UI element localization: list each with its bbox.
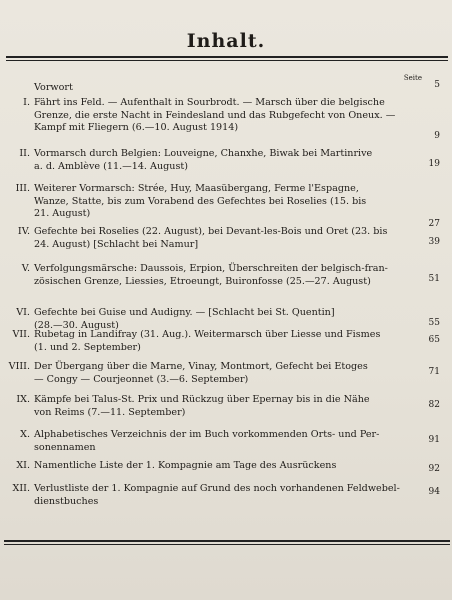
- toc-entry-page: 94: [428, 487, 440, 497]
- toc-entry-line: Verfolgungsmärsche: Daussois, Erpion, Überschreiten der belgisch-fran-: [34, 263, 388, 274]
- toc-entry-number: IX.: [16, 394, 30, 405]
- toc-entry-number: XII.: [12, 483, 30, 494]
- toc-entry-line: sonennamen: [34, 441, 96, 453]
- toc-entry-number: I.: [23, 97, 30, 108]
- toc-entry-number: VIII.: [8, 361, 30, 372]
- toc-entry-line: Kämpfe bei Talus-St. Prix und Rückzug über Epernay bis in die Nähe: [34, 394, 370, 405]
- toc-entry-line: (28.—30. August): [34, 319, 119, 331]
- toc-entry-line: Fährt ins Feld. — Aufenthalt in Sourbrodt. — Marsch über die belgische: [34, 97, 385, 108]
- toc-entry-line: Namentliche Liste der 1. Kompagnie am Tage des Ausrückens: [34, 460, 337, 471]
- toc-entry-title: [34, 460, 422, 473]
- toc-entry-page: 55: [428, 318, 440, 328]
- toc-entry-page: 51: [428, 274, 440, 284]
- toc-entry-title: [34, 429, 422, 454]
- toc-entry-line: — Congy — Courjeonnet (3.—6. September): [34, 373, 249, 385]
- toc-entry-title: [34, 361, 422, 386]
- toc-entry-line: zösischen Grenze, Liessies, Etroeungt, Buironfosse (25.—27. August): [34, 275, 371, 287]
- toc-entry-line: (1. und 2. September): [34, 341, 141, 353]
- toc-entry-title: [34, 329, 422, 354]
- toc-entry-line: Wanze, Statte, bis zum Vorabend des Gefechtes bei Roselies (15. bis: [34, 195, 367, 207]
- toc-entry-page: 5: [434, 80, 440, 90]
- toc-entry-page: 82: [428, 400, 440, 410]
- toc-entry-title: [34, 97, 422, 135]
- toc-entry-page: 39: [428, 237, 440, 247]
- toc-entry-page: 65: [428, 335, 440, 345]
- toc-entry-line: Grenze, die erste Nacht in Feindesland und das Rubgefecht von Oneux. —: [34, 109, 396, 121]
- top-rule-thin: [6, 60, 448, 61]
- toc-entry-number: VI.: [16, 307, 30, 318]
- toc-entry-title: [34, 82, 422, 95]
- toc-entry-page: 19: [428, 159, 440, 169]
- toc-entry-line: Gefechte bei Guise und Audigny. — [Schlacht bei St. Quentin]: [34, 307, 335, 318]
- toc-entry-title: [34, 183, 422, 221]
- toc-entry-line: dienstbuches: [34, 495, 99, 507]
- toc-entry-page: 92: [428, 464, 440, 474]
- bottom-rule: [4, 540, 450, 542]
- toc-entry-line: Kampf mit Fliegern (6.—10. August 1914): [34, 122, 239, 133]
- toc-entry-page: 9: [434, 131, 440, 141]
- toc-entry-title: [34, 394, 422, 419]
- toc-entry-line: Weiterer Vormarsch: Strée, Huy, Maasübergang, Ferme l'Espagne,: [34, 183, 359, 194]
- toc-entry-number: III.: [15, 183, 30, 194]
- toc-entry-line: Vorwort: [34, 82, 73, 93]
- toc-entry-page: 27: [428, 219, 440, 229]
- top-rule: [6, 56, 448, 58]
- toc-entry-line: a. d. Amblève (11.—14. August): [34, 160, 188, 172]
- toc-entry-line: von Reims (7.—11. September): [34, 406, 186, 418]
- toc-entry-number: IV.: [17, 226, 30, 237]
- toc-entry-line: Gefechte bei Roselies (22. August), bei Devant-les-Bois und Oret (23. bis: [34, 226, 388, 237]
- toc-entry-line: Verlustliste der 1. Kompagnie auf Grund des noch vorhandenen Feldwebel-: [34, 483, 400, 494]
- toc-entry-number: V.: [21, 263, 30, 274]
- toc-entry-line: Der Übergang über die Marne, Vinay, Montmort, Gefecht bei Etoges: [34, 361, 368, 372]
- toc-entry-line: Rubetag in Landifray (31. Aug.). Weitermarsch über Liesse und Fismes: [34, 329, 381, 340]
- toc-entry-page: 91: [428, 435, 440, 445]
- toc-entry-title: [34, 148, 422, 173]
- toc-entry-line: Alphabetisches Verzeichnis der im Buch vorkommenden Orts- und Per-: [34, 429, 380, 440]
- toc-entry-number: II.: [19, 148, 30, 159]
- toc-entry-number: XI.: [16, 460, 30, 471]
- toc-entry-number: VII.: [12, 329, 30, 340]
- page-title: Inhalt.: [186, 30, 266, 52]
- toc-entry-number: X.: [20, 429, 30, 440]
- toc-entry-line: Vormarsch durch Belgien: Louveigne, Chanxhe, Biwak bei Martinrive: [34, 148, 373, 159]
- toc-entry-title: [34, 263, 422, 288]
- toc-entry-title: [34, 226, 422, 251]
- page-column-label: Seite: [403, 74, 422, 82]
- toc-entry-line: 24. August) [Schlacht bei Namur]: [34, 238, 199, 250]
- toc-entry-page: 71: [428, 367, 440, 377]
- toc-entry-line: 21. August): [34, 208, 91, 219]
- toc-entry-title: [34, 483, 422, 508]
- bottom-rule-thin: [4, 544, 450, 545]
